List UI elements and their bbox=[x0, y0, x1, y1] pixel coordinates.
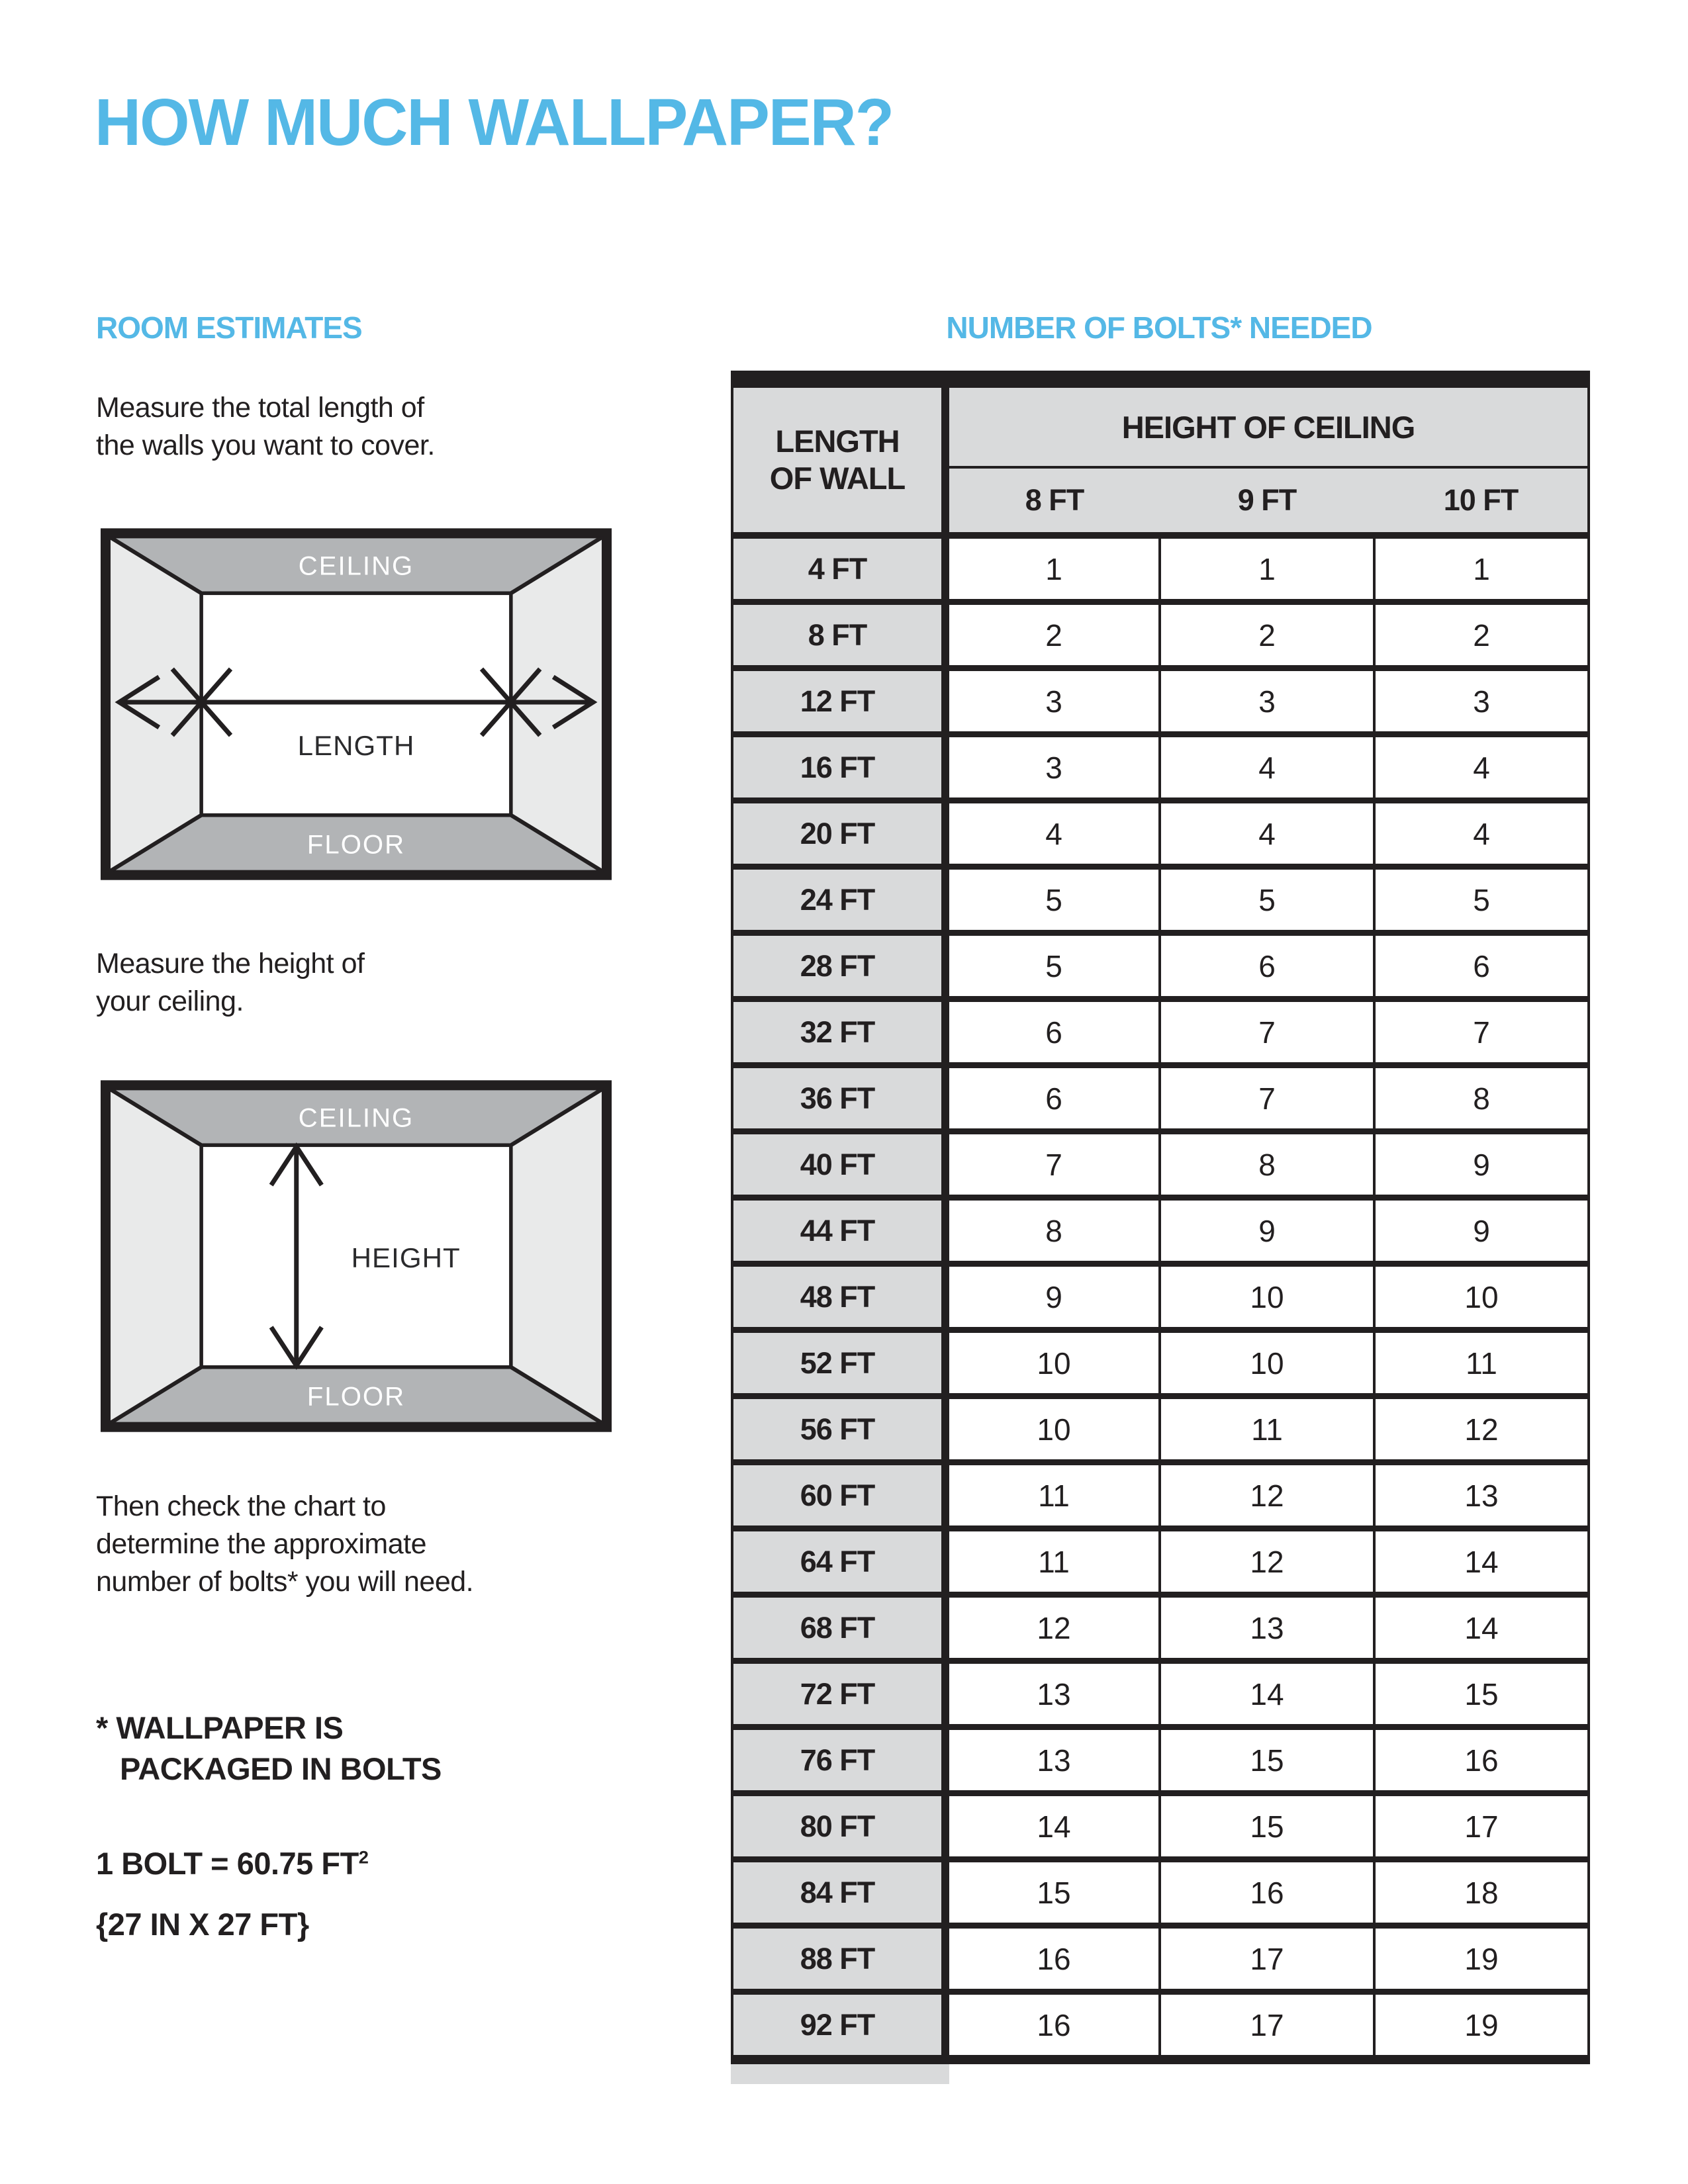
table-row bbox=[732, 1794, 1589, 1860]
table-row bbox=[732, 1727, 1589, 1794]
bolt-count-cell: 1 bbox=[1374, 535, 1589, 602]
floor-label: FLOOR bbox=[306, 1382, 406, 1412]
table-row bbox=[732, 867, 1589, 933]
bolt-count-cell: 5 bbox=[945, 933, 1160, 999]
header-line: OF WALL bbox=[769, 461, 906, 496]
bolt-count-cell: 15 bbox=[1374, 1661, 1589, 1727]
wall-length-label: 84 FT bbox=[732, 1860, 945, 1926]
bolt-count-cell: 13 bbox=[1374, 1463, 1589, 1529]
bolt-count-cell: 9 bbox=[1374, 1198, 1589, 1264]
bolt-count-cell: 3 bbox=[945, 735, 1160, 801]
bolt-count-cell: 13 bbox=[1160, 1595, 1374, 1661]
wall-length-label: 48 FT bbox=[732, 1264, 945, 1330]
bolt-count-cell: 19 bbox=[1374, 1926, 1589, 1992]
bolts-needed-heading: NUMBER OF BOLTS* NEEDED bbox=[946, 310, 1372, 345]
bolt-count-cell: 10 bbox=[945, 1396, 1160, 1463]
bolt-count-cell: 6 bbox=[1374, 933, 1589, 999]
bolt-count-cell: 19 bbox=[1374, 1992, 1589, 2060]
paragraph-line: determine the approximate bbox=[96, 1528, 427, 1560]
bolt-count-cell: 11 bbox=[1374, 1330, 1589, 1396]
bolt-equation-exponent: 2 bbox=[358, 1846, 369, 1868]
table-row bbox=[732, 999, 1589, 1066]
wall-length-label: 20 FT bbox=[732, 801, 945, 867]
wall-length-label: 88 FT bbox=[732, 1926, 945, 1992]
ceiling-9ft-header: 9 FT bbox=[1160, 467, 1374, 535]
bolt-count-cell: 4 bbox=[1160, 735, 1374, 801]
bolt-count-cell: 12 bbox=[1374, 1396, 1589, 1463]
bolt-count-cell: 13 bbox=[945, 1727, 1160, 1794]
table-footer-tab bbox=[731, 2064, 949, 2084]
bolt-count-cell: 10 bbox=[1160, 1330, 1374, 1396]
footnote-line: PACKAGED IN BOLTS bbox=[120, 1751, 442, 1786]
wall-length-label: 80 FT bbox=[732, 1794, 945, 1860]
right-wall-surface bbox=[511, 1088, 604, 1424]
bolt-count-cell: 14 bbox=[1160, 1661, 1374, 1727]
table-row bbox=[732, 1992, 1589, 2060]
paragraph-measure-length bbox=[96, 389, 435, 465]
table-row bbox=[732, 602, 1589, 668]
bolt-dimensions: {27 IN X 27 FT} bbox=[96, 1907, 309, 1942]
bolt-count-cell: 11 bbox=[945, 1463, 1160, 1529]
wall-length-label: 76 FT bbox=[732, 1727, 945, 1794]
bolt-count-cell: 16 bbox=[945, 1992, 1160, 2060]
length-of-wall-header bbox=[732, 379, 945, 535]
bolt-count-cell: 9 bbox=[1160, 1198, 1374, 1264]
bolt-count-cell: 10 bbox=[945, 1330, 1160, 1396]
bolt-count-cell: 4 bbox=[1374, 801, 1589, 867]
room-estimates-heading: ROOM ESTIMATES bbox=[96, 310, 362, 345]
bolts-table bbox=[731, 371, 1590, 2064]
paragraph-line: number of bolts* you will need. bbox=[96, 1566, 474, 1598]
bolt-count-cell: 15 bbox=[1160, 1794, 1374, 1860]
table-row bbox=[732, 735, 1589, 801]
bolt-count-cell: 12 bbox=[945, 1595, 1160, 1661]
paragraph-line: Measure the height of bbox=[96, 948, 365, 979]
bolt-count-cell: 14 bbox=[1374, 1595, 1589, 1661]
bolt-count-cell: 7 bbox=[1160, 1066, 1374, 1132]
table-row bbox=[732, 1264, 1589, 1330]
header-row-group bbox=[732, 379, 1589, 467]
bolt-count-cell: 14 bbox=[1374, 1529, 1589, 1595]
bolt-count-cell: 2 bbox=[1374, 602, 1589, 668]
paragraph-line: Then check the chart to bbox=[96, 1490, 386, 1522]
table-row bbox=[732, 1595, 1589, 1661]
bolt-count-cell: 16 bbox=[1374, 1727, 1589, 1794]
paragraph-check-chart bbox=[96, 1488, 473, 1601]
bolt-count-cell: 11 bbox=[945, 1529, 1160, 1595]
wall-length-label: 12 FT bbox=[732, 668, 945, 735]
wall-length-label: 32 FT bbox=[732, 999, 945, 1066]
wall-length-label: 8 FT bbox=[732, 602, 945, 668]
bolt-count-cell: 8 bbox=[945, 1198, 1160, 1264]
room-length-diagram bbox=[101, 528, 612, 880]
bolt-count-cell: 12 bbox=[1160, 1529, 1374, 1595]
bolt-count-cell: 17 bbox=[1374, 1794, 1589, 1860]
bolt-count-cell: 17 bbox=[1160, 1926, 1374, 1992]
bolts-footnote bbox=[96, 1707, 442, 1790]
table-row bbox=[732, 668, 1589, 735]
bolt-count-cell: 18 bbox=[1374, 1860, 1589, 1926]
left-wall-surface bbox=[109, 1088, 201, 1424]
bolt-count-cell: 12 bbox=[1160, 1463, 1374, 1529]
bolt-count-cell: 6 bbox=[945, 1066, 1160, 1132]
paragraph-measure-height bbox=[96, 945, 364, 1021]
floor-label: FLOOR bbox=[306, 830, 406, 860]
table-row bbox=[732, 1860, 1589, 1926]
ceiling-8ft-header: 8 FT bbox=[945, 467, 1160, 535]
paragraph-line: your ceiling. bbox=[96, 985, 244, 1017]
wall-length-label: 72 FT bbox=[732, 1661, 945, 1727]
bolt-count-cell: 16 bbox=[945, 1926, 1160, 1992]
table-row bbox=[732, 933, 1589, 999]
bolt-count-cell: 5 bbox=[1374, 867, 1589, 933]
ceiling-label: CEILING bbox=[298, 551, 414, 581]
ceiling-10ft-header: 10 FT bbox=[1374, 467, 1589, 535]
height-of-ceiling-header: HEIGHT OF CEILING bbox=[945, 379, 1589, 467]
bolt-table-body bbox=[732, 379, 1589, 2060]
bolt-count-cell: 15 bbox=[1160, 1727, 1374, 1794]
bolt-count-cell: 6 bbox=[945, 999, 1160, 1066]
bolt-equation-text: 1 BOLT = 60.75 FT bbox=[96, 1846, 359, 1881]
footnote-line: * WALLPAPER IS bbox=[96, 1710, 344, 1745]
bolt-equation bbox=[96, 1845, 368, 1882]
bolt-count-cell: 11 bbox=[1160, 1396, 1374, 1463]
wall-length-label: 24 FT bbox=[732, 867, 945, 933]
bolt-count-cell: 3 bbox=[945, 668, 1160, 735]
ceiling-label: CEILING bbox=[298, 1103, 414, 1133]
table-row bbox=[732, 1330, 1589, 1396]
bolt-count-cell: 3 bbox=[1160, 668, 1374, 735]
bolt-count-cell: 10 bbox=[1160, 1264, 1374, 1330]
header-line: LENGTH bbox=[775, 424, 900, 459]
wall-length-label: 40 FT bbox=[732, 1132, 945, 1198]
bolt-count-cell: 4 bbox=[1160, 801, 1374, 867]
bolt-count-cell: 4 bbox=[945, 801, 1160, 867]
wall-length-label: 64 FT bbox=[732, 1529, 945, 1595]
bolt-count-cell: 1 bbox=[945, 535, 1160, 602]
bolt-count-cell: 16 bbox=[1160, 1860, 1374, 1926]
wall-length-label: 68 FT bbox=[732, 1595, 945, 1661]
wall-length-label: 16 FT bbox=[732, 735, 945, 801]
wall-length-label: 28 FT bbox=[732, 933, 945, 999]
bolt-count-cell: 1 bbox=[1160, 535, 1374, 602]
bolt-count-cell: 8 bbox=[1374, 1066, 1589, 1132]
table-row bbox=[732, 1066, 1589, 1132]
bolt-count-cell: 13 bbox=[945, 1661, 1160, 1727]
wall-length-label: 60 FT bbox=[732, 1463, 945, 1529]
bolt-count-cell: 2 bbox=[945, 602, 1160, 668]
bolt-count-cell: 14 bbox=[945, 1794, 1160, 1860]
length-label: LENGTH bbox=[297, 730, 415, 762]
bolt-count-cell: 6 bbox=[1160, 933, 1374, 999]
paragraph-line: the walls you want to cover. bbox=[96, 430, 435, 461]
height-label: HEIGHT bbox=[351, 1242, 461, 1274]
table-row bbox=[732, 1396, 1589, 1463]
table-row bbox=[732, 1661, 1589, 1727]
wall-length-label: 52 FT bbox=[732, 1330, 945, 1396]
bolt-count-cell: 17 bbox=[1160, 1992, 1374, 2060]
bolt-count-cell: 8 bbox=[1160, 1132, 1374, 1198]
wall-length-label: 44 FT bbox=[732, 1198, 945, 1264]
table-row bbox=[732, 535, 1589, 602]
table-row bbox=[732, 1198, 1589, 1264]
bolt-count-cell: 5 bbox=[945, 867, 1160, 933]
paragraph-line: Measure the total length of bbox=[96, 392, 424, 424]
bolt-count-cell: 9 bbox=[945, 1264, 1160, 1330]
bolt-count-cell: 15 bbox=[945, 1860, 1160, 1926]
bolt-count-cell: 9 bbox=[1374, 1132, 1589, 1198]
bolt-count-cell: 10 bbox=[1374, 1264, 1589, 1330]
table-row bbox=[732, 1529, 1589, 1595]
bolts-table-wrap bbox=[731, 371, 1587, 2084]
bolt-count-cell: 7 bbox=[945, 1132, 1160, 1198]
bolt-count-cell: 2 bbox=[1160, 602, 1374, 668]
room-height-diagram bbox=[101, 1080, 612, 1432]
bolt-count-cell: 3 bbox=[1374, 668, 1589, 735]
wall-length-label: 56 FT bbox=[732, 1396, 945, 1463]
wall-length-label: 36 FT bbox=[732, 1066, 945, 1132]
table-row bbox=[732, 1926, 1589, 1992]
table-row bbox=[732, 801, 1589, 867]
table-row bbox=[732, 1463, 1589, 1529]
bolt-count-cell: 4 bbox=[1374, 735, 1589, 801]
wall-length-label: 92 FT bbox=[732, 1992, 945, 2060]
table-row bbox=[732, 1132, 1589, 1198]
page-title: HOW MUCH WALLPAPER? bbox=[95, 85, 894, 159]
bolt-count-cell: 7 bbox=[1374, 999, 1589, 1066]
bolt-count-cell: 7 bbox=[1160, 999, 1374, 1066]
wall-length-label: 4 FT bbox=[732, 535, 945, 602]
bolt-count-cell: 5 bbox=[1160, 867, 1374, 933]
